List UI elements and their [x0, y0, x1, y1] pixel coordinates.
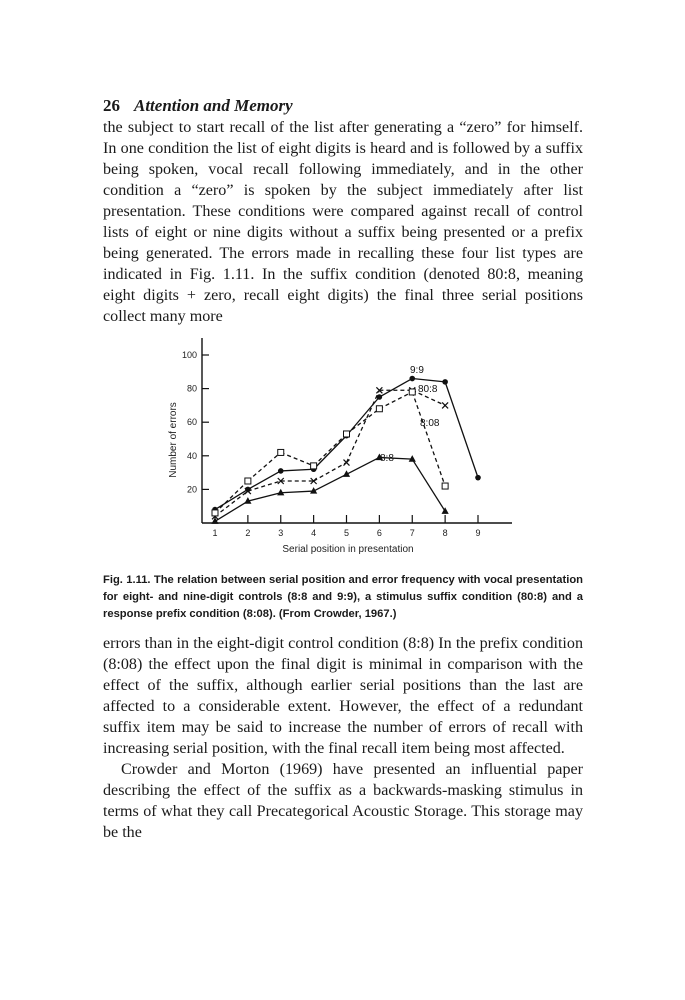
series-8-08-point-7 — [409, 389, 415, 395]
series-9-9-point-8 — [442, 379, 448, 385]
series-8-8-segment-5 — [347, 457, 380, 474]
x-tick-label-4: 4 — [311, 528, 317, 538]
y-tick-label-100: 100 — [181, 350, 197, 360]
series-9-9-point-3 — [278, 468, 284, 474]
series-8-08-point-1 — [212, 510, 218, 516]
x-tick-label-1: 1 — [212, 528, 218, 538]
series-80-8-point-8 — [442, 402, 448, 408]
x-axis-title: Serial position in presentation — [282, 544, 414, 555]
series-8-08-segment-1 — [215, 481, 248, 513]
paragraph-after-figure: errors than in the eight-digit control condition (8:8) In the prefix condition (8:08) the effect upon the final digit is minimal in comparison with the effect of the suffix, although earlier serial positions than the last are affected to a considerable extent. However, the effect of a redundant suffix item may be said to increase the number of errors of recall with increasing serial position, with the final recall item being most affected. — [103, 635, 583, 757]
x-tick-label-2: 2 — [245, 528, 251, 538]
series-9-9-segment-3 — [281, 469, 314, 471]
x-tick-label-9: 9 — [475, 528, 481, 538]
series-8-08-point-5 — [344, 431, 350, 437]
series-9-9-segment-7 — [412, 379, 445, 382]
x-tick-label-7: 7 — [409, 528, 415, 538]
x-tick-label-8: 8 — [442, 528, 448, 538]
page-number: 26 — [103, 96, 120, 115]
series-8-8-segment-3 — [281, 491, 314, 493]
y-tick-label-80: 80 — [186, 383, 197, 394]
series-9-9-segment-1 — [215, 489, 248, 509]
series-80-8-point-5 — [344, 460, 350, 466]
paragraph-last: Crowder and Morton (1969) have presented an influential paper describing the effect of the suffix as a backwards-masking stimulus in terms of what they call Precategorical Acoustic Storage. This storage may be the — [103, 761, 583, 841]
series-8-08-point-2 — [245, 478, 251, 484]
y-axis-title: Number of errors — [168, 402, 179, 478]
series-label-8-8: 8:8 — [380, 453, 394, 464]
series-8-08-segment-2 — [248, 452, 281, 481]
series-label-9-9: 9:9 — [410, 365, 424, 376]
y-tick-label-40: 40 — [186, 450, 197, 461]
series-8-08-segment-3 — [281, 452, 314, 465]
series-label-80-8: 80:8 — [418, 384, 438, 395]
series-8-8-segment-2 — [248, 493, 281, 501]
series-80-8-segment-4 — [314, 463, 347, 481]
series-8-08-segment-4 — [314, 434, 347, 466]
series-label-8-08: 8:08 — [420, 418, 440, 429]
series-9-9-segment-5 — [347, 397, 380, 436]
series-8-8-segment-4 — [314, 474, 347, 491]
y-tick-label-60: 60 — [186, 417, 197, 428]
paragraph-top: the subject to start recall of the list after generating a “zero” for himself. In one condition the list of eight digits is heard and is followed by a suffix being spoken, vocal recall following immediately, and in the other condition a “zero” is spoken by the subject immediately after list presentation. These conditions were compared against recall of control lists of eight or nine digits without a suffix being presented or a prefix being generated. The errors made in recalling these four list types are indicated in Fig. 1.11. In the suffix condition (denoted 80:8, meaning eight digits + zero, recall eight digits) the final three serial positions collect many more — [103, 119, 583, 325]
series-8-08-point-8 — [442, 483, 448, 489]
series-8-08-point-3 — [278, 449, 284, 455]
series-9-9-segment-4 — [314, 436, 347, 470]
series-9-9-point-9 — [475, 475, 481, 481]
running-title: Attention and Memory — [134, 96, 293, 115]
series-8-8-segment-7 — [412, 459, 445, 511]
x-tick-label-3: 3 — [278, 528, 284, 538]
series-8-8-segment-1 — [215, 501, 248, 521]
series-8-08-segment-7 — [412, 392, 445, 486]
x-tick-label-6: 6 — [376, 528, 382, 538]
series-9-9-segment-8 — [445, 382, 478, 478]
y-tick-label-20: 20 — [186, 484, 197, 495]
x-tick-label-5: 5 — [343, 528, 350, 538]
series-8-08-point-6 — [376, 406, 382, 412]
series-8-08-point-4 — [311, 463, 317, 469]
series-9-9-point-7 — [409, 376, 415, 382]
series-80-8-segment-5 — [347, 390, 380, 462]
figure-caption: Fig. 1.11. The relation between serial position and error frequency with vocal presentation for eight- and nine-digit controls (8:8 and 9:9), a stimulus suffix condition (80:8) and a response prefix condition (8:08). (From Crowder, 1967.) — [103, 574, 583, 620]
series-9-9-point-6 — [377, 394, 383, 400]
